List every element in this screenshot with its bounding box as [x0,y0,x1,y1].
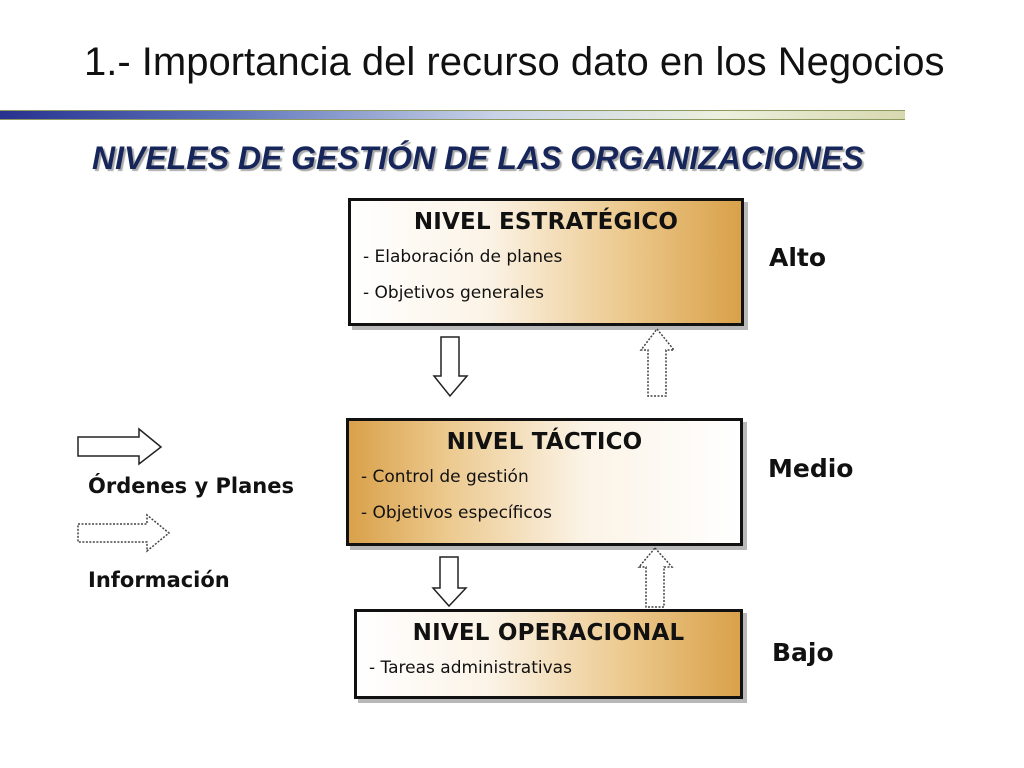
level-label-bajo: Bajo [772,638,834,667]
level-title: NIVEL ESTRATÉGICO [413,209,679,235]
slide-title: 1.- Importancia del recurso dato en los Negocios [84,40,945,84]
level-item: - Objetivos específicos [361,503,552,523]
level-item: - Control de gestión [361,467,529,487]
solid-down-arrow-icon [432,556,468,608]
legend-label-orders: Órdenes y Planes [88,474,294,498]
level-label-alto: Alto [769,243,827,272]
solid-right-arrow-icon [77,428,163,466]
dotted-up-arrow-icon [638,547,674,609]
level-label-medio: Medio [768,454,854,483]
level-title: NIVEL TÁCTICO [446,429,643,455]
dotted-up-arrow-icon [640,328,676,398]
level-item: - Elaboración de planes [363,247,563,267]
legend-label-information: Información [88,568,230,592]
dotted-right-arrow-icon [77,514,171,552]
level-item: - Tareas administrativas [369,658,572,678]
level-box-strategic [348,198,744,326]
level-box-operational [354,609,743,699]
level-title: NIVEL OPERACIONAL [412,620,685,646]
title-divider-bar [0,110,905,120]
solid-down-arrow-icon [433,336,469,398]
level-item: - Objetivos generales [363,283,544,303]
diagram-subtitle: NIVELES DE GESTIÓN DE LAS ORGANIZACIONES [92,140,864,176]
level-box-tactical [346,418,743,546]
